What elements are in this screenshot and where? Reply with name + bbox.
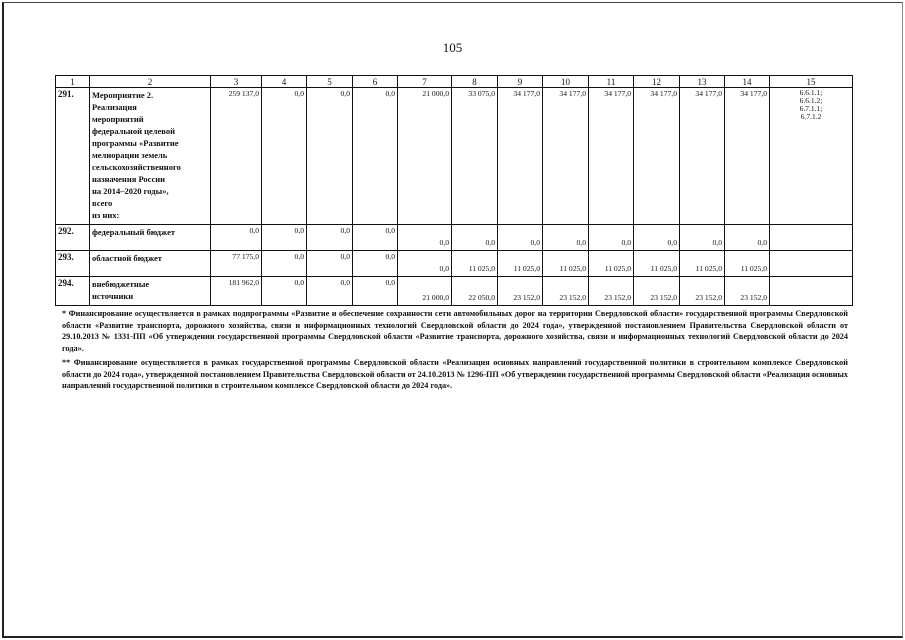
value-cell: 23 152,0 [680, 277, 725, 306]
value-cell: 181 962,0 [211, 277, 262, 306]
column-header: 13 [680, 76, 725, 88]
value-cell: 22 050,0 [452, 277, 498, 306]
row-name-line: Мероприятие 2. [92, 90, 154, 100]
value-cell: 0,0 [262, 225, 307, 251]
column-header: 10 [543, 76, 589, 88]
value-cell: 0,0 [307, 225, 353, 251]
column-header: 14 [725, 76, 770, 88]
value-cell: 34 177,0 [589, 88, 634, 225]
value-cell: 34 177,0 [725, 88, 770, 225]
value-cell: 11 025,0 [543, 251, 589, 277]
row-name-line: сельскохозяйственного [92, 162, 181, 172]
value-cell: 11 025,0 [589, 251, 634, 277]
value-cell: 0,0 [307, 277, 353, 306]
target-codes [770, 277, 853, 306]
column-header: 4 [262, 76, 307, 88]
value-cell: 34 177,0 [680, 88, 725, 225]
table-row [56, 225, 853, 251]
target-code: 6.6.1.1; [799, 88, 823, 97]
footnote-1: * Финансирование осуществляется в рамках подпрограммы «Развитие и обеспечение сохранности сети автомобильных дорог на территории Свердловской области» государственной программы Свердловской области «Развитие транспорта, дорожного хозяйства, связи и информационных технологий Свердловской области до 2024 года», утвержденной постановлением Правительства Свердловской области от 29.10.2013 № 1331-ПП «Об утверждении государственной программы Свердловской области «Развитие транспорта, дорожного хозяйства, связи и информационных технологий Свердловской области до 2024 года». [62, 309, 848, 353]
target-code: 6.7.1.1; [799, 104, 823, 113]
value-cell: 21 000,0 [398, 277, 452, 306]
value-cell: 0,0 [262, 88, 307, 225]
value-cell: 0,0 [452, 225, 498, 251]
row-name-line: мероприятий [92, 114, 144, 124]
value-cell: 34 177,0 [634, 88, 680, 225]
row-name-line: федеральной целевой [92, 126, 175, 136]
target-codes [770, 251, 853, 277]
value-cell: 0,0 [589, 225, 634, 251]
row-name [90, 88, 211, 225]
column-header: 12 [634, 76, 680, 88]
column-header: 7 [398, 76, 452, 88]
value-cell: 23 152,0 [498, 277, 543, 306]
value-cell: 0,0 [262, 277, 307, 306]
value-cell: 11 025,0 [498, 251, 543, 277]
footnotes [62, 308, 848, 395]
value-cell: 0,0 [543, 225, 589, 251]
column-header: 3 [211, 76, 262, 88]
value-cell: 21 000,0 [398, 88, 452, 225]
value-cell: 0,0 [353, 88, 398, 225]
value-cell: 0,0 [262, 251, 307, 277]
value-cell: 11 025,0 [680, 251, 725, 277]
value-cell: 23 152,0 [543, 277, 589, 306]
row-name-line: внебюджетные [92, 279, 150, 289]
column-header: 9 [498, 76, 543, 88]
column-header: 11 [589, 76, 634, 88]
table-row [56, 251, 853, 277]
row-name-line: мелиорации земель [92, 150, 168, 160]
target-codes [770, 88, 853, 225]
value-cell: 0,0 [353, 225, 398, 251]
value-cell: 0,0 [398, 251, 452, 277]
value-cell: 23 152,0 [725, 277, 770, 306]
value-cell: 0,0 [634, 225, 680, 251]
value-cell: 0,0 [680, 225, 725, 251]
value-cell: 0,0 [353, 277, 398, 306]
target-code: 6.7.1.2 [800, 112, 822, 121]
column-header: 5 [307, 76, 353, 88]
column-header: 1 [56, 76, 90, 88]
header-row [56, 76, 853, 88]
row-name-line: источники [92, 291, 134, 301]
row-index: 291. [56, 88, 90, 225]
table-row [56, 277, 853, 306]
value-cell: 23 152,0 [634, 277, 680, 306]
value-cell: 0,0 [211, 225, 262, 251]
row-name-line: Реализация [92, 102, 137, 112]
value-cell: 0,0 [398, 225, 452, 251]
column-header: 15 [770, 76, 853, 88]
value-cell: 33 075,0 [452, 88, 498, 225]
target-codes [770, 225, 853, 251]
target-code: 6.6.1.2; [799, 96, 823, 105]
column-header: 8 [452, 76, 498, 88]
footnote-2: ** Финансирование осуществляется в рамках государственной программы Свердловской области «Реализация основных направлений государственной политики в строительном комплексе Свердловской области до 2024 года», утвержденной постановлением Правительства Свердловской области от 24.10.2013 № 1296-ПП «Об утверждении государственной программы Свердловской области «Реализация основных направлений государственной политики в строительном комплексе Свердловской области до 2024 года». [62, 358, 848, 390]
column-header: 6 [353, 76, 398, 88]
row-name [90, 277, 211, 306]
value-cell: 0,0 [307, 88, 353, 225]
value-cell: 77 175,0 [211, 251, 262, 277]
row-name-line: на 2014–2020 годы», [92, 186, 169, 196]
row-index: 294. [56, 277, 90, 306]
value-cell: 11 025,0 [452, 251, 498, 277]
value-cell: 23 152,0 [589, 277, 634, 306]
column-header: 2 [90, 76, 211, 88]
row-name-line: областной бюджет [92, 253, 162, 263]
value-cell: 34 177,0 [543, 88, 589, 225]
row-name [90, 251, 211, 277]
row-name-line: программы «Развитие [92, 138, 179, 148]
row-name [90, 225, 211, 251]
row-name-line: назначения России [92, 174, 166, 184]
row-name-line: федеральный бюджет [92, 227, 176, 237]
value-cell: 11 025,0 [725, 251, 770, 277]
value-cell: 0,0 [498, 225, 543, 251]
table-row [56, 88, 853, 225]
value-cell: 0,0 [725, 225, 770, 251]
value-cell: 34 177,0 [498, 88, 543, 225]
page-number: 105 [442, 40, 463, 55]
row-index: 292. [56, 225, 90, 251]
value-cell: 0,0 [353, 251, 398, 277]
value-cell: 0,0 [307, 251, 353, 277]
row-name-line: всего [92, 198, 113, 208]
budget-table [55, 75, 853, 306]
row-index: 293. [56, 251, 90, 277]
value-cell: 11 025,0 [634, 251, 680, 277]
row-name-line: из них: [92, 210, 120, 220]
value-cell: 259 137,0 [211, 88, 262, 225]
